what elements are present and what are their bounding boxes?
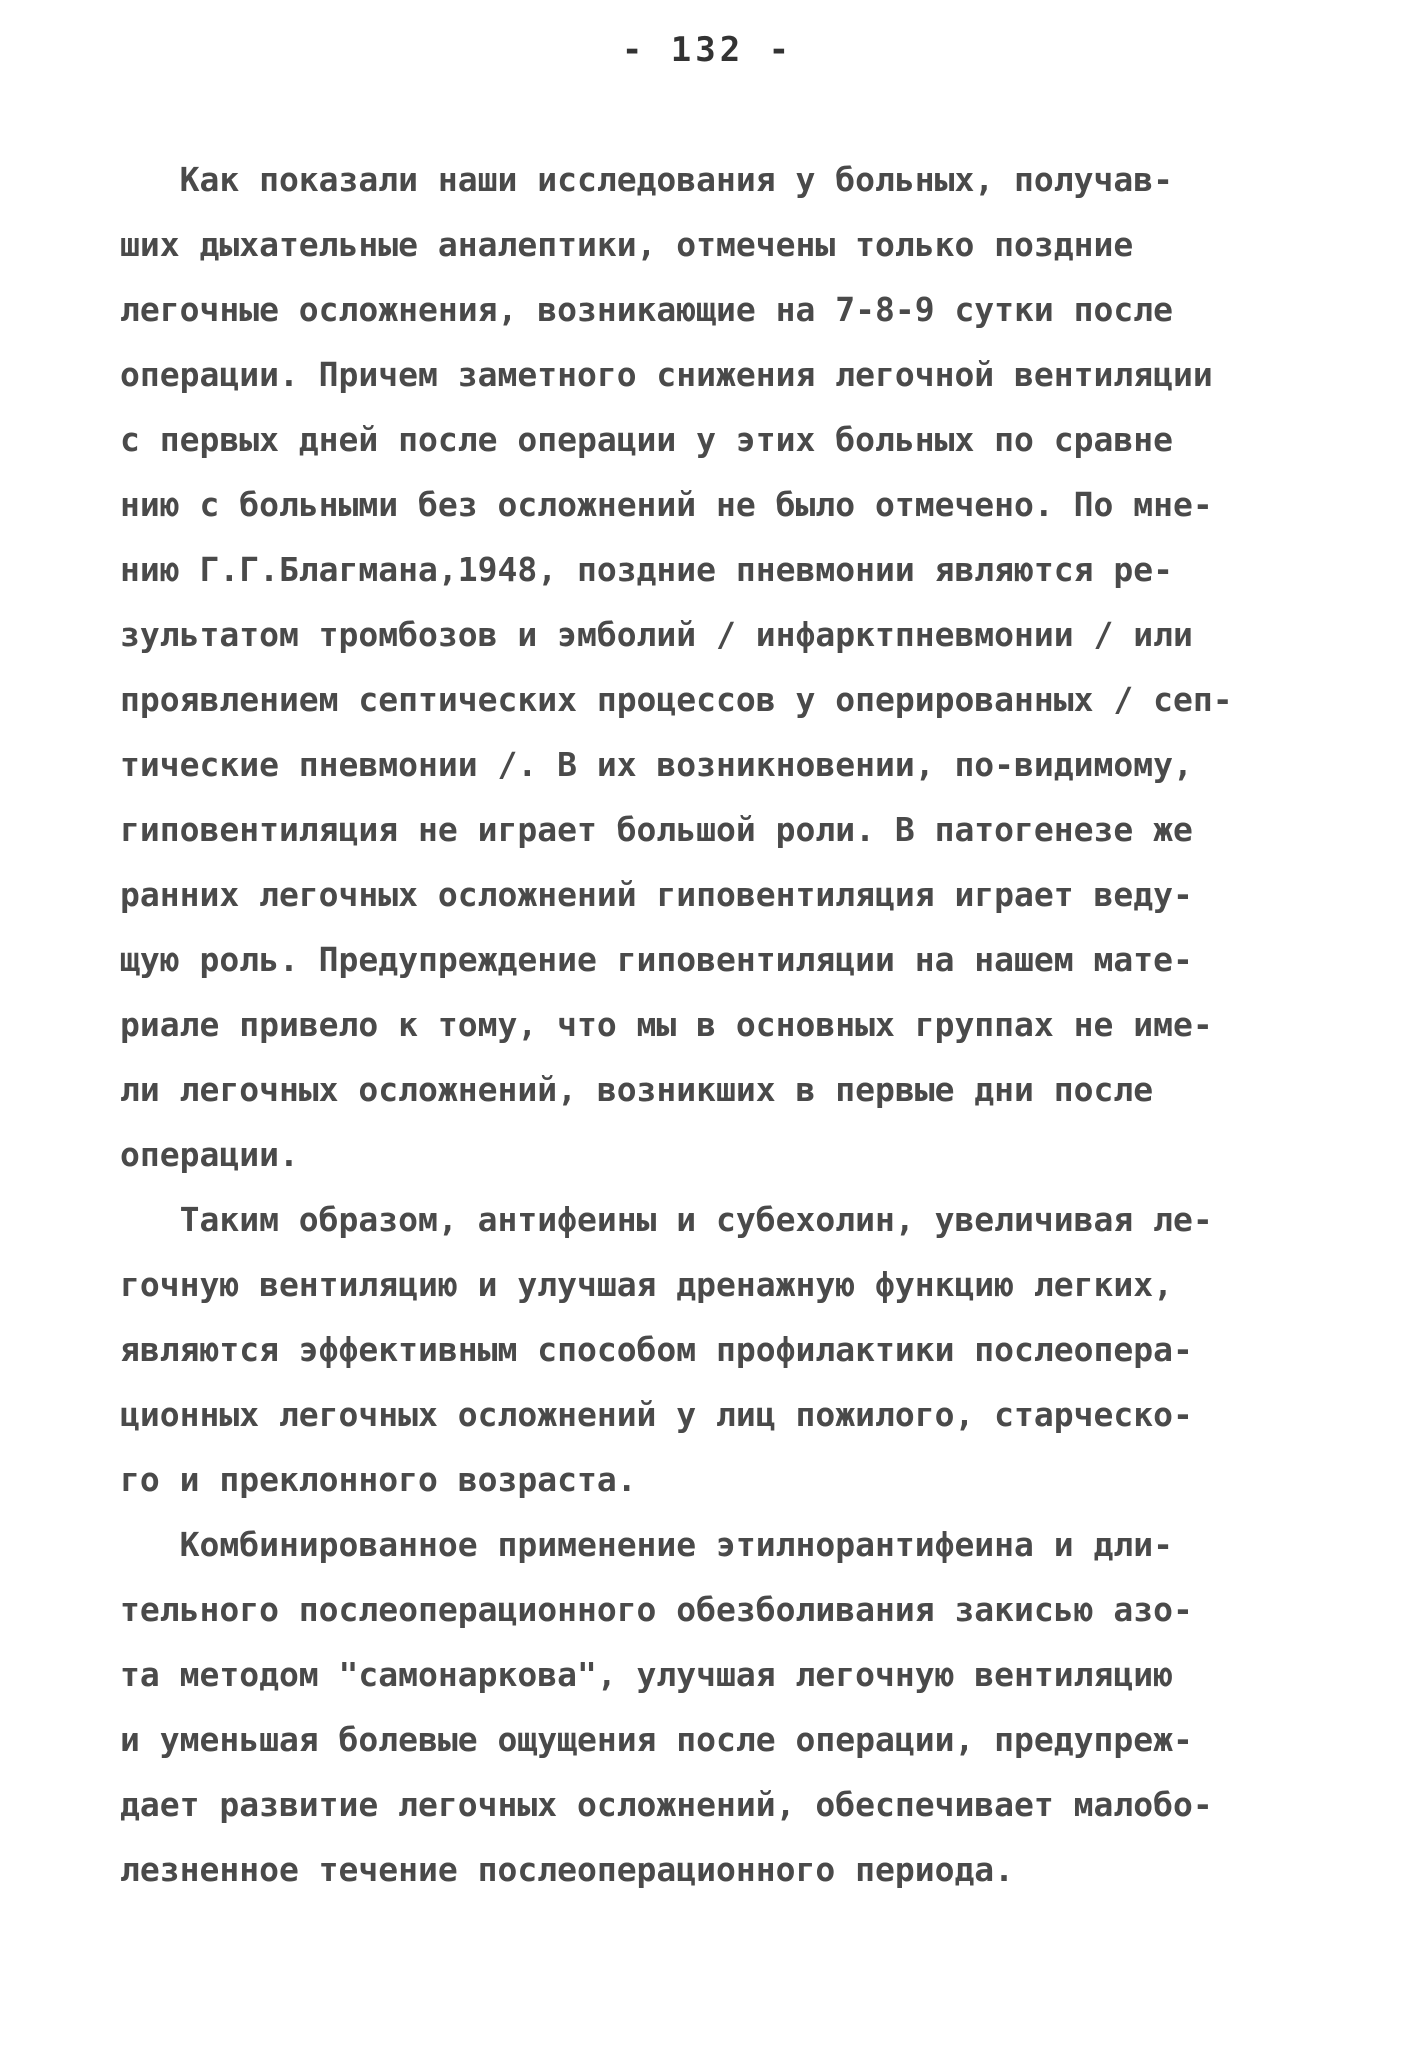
text-line: нию Г.Г.Благмана,1948, поздние пневмонии являются ре-: [120, 550, 1173, 589]
text-line: нию с больными без осложнений не было отмечено. По мне-: [120, 485, 1213, 524]
text-line: дает развитие легочных осложнений, обеспечивает малобо-: [120, 1785, 1213, 1824]
text-line: риале привело к тому, что мы в основных группах не име-: [120, 1005, 1213, 1044]
text-line: тические пневмонии /. В их возникновении, по-видимому,: [120, 745, 1193, 784]
text-line: щую роль. Предупреждение гиповентиляции на нашем мате-: [120, 940, 1193, 979]
text-line: Как показали наши исследования у больных, получав-: [120, 160, 1173, 199]
text-line: операции. Причем заметного снижения легочной вентиляции: [120, 355, 1213, 394]
text-line: ли легочных осложнений, возникших в первые дни после: [120, 1070, 1154, 1109]
text-line: го и преклонного возраста.: [120, 1460, 637, 1499]
text-line: являются эффективным способом профилактики послеопера-: [120, 1330, 1193, 1369]
text-line: гочную вентиляцию и улучшая дренажную функцию легких,: [120, 1265, 1173, 1304]
text-line: и уменьшая болевые ощущения после операции, предупреж-: [120, 1720, 1193, 1759]
text-line: гиповентиляция не играет большой роли. В патогенезе же: [120, 810, 1193, 849]
text-line: тельного послеоперационного обезболивания закисью азо-: [120, 1590, 1193, 1629]
page-number: - 132 -: [621, 30, 794, 70]
text-line: с первых дней после операции у этих больных по сравне: [120, 420, 1173, 459]
text-line: Таким образом, антифеины и субехолин, увеличивая ле-: [120, 1200, 1213, 1239]
text-line: та методом "самонаркова", улучшая легочную вентиляцию: [120, 1655, 1173, 1694]
text-line: Комбинированное применение этилнорантифеина и дли-: [120, 1525, 1173, 1564]
text-line: операции.: [120, 1135, 299, 1174]
text-line: зультатом тромбозов и эмболий / инфарктпневмонии / или: [120, 615, 1193, 654]
text-line: лезненное течение послеоперационного периода.: [120, 1850, 1015, 1889]
text-line: ранних легочных осложнений гиповентиляция играет веду-: [120, 875, 1193, 914]
text-line: проявлением септических процессов у оперированных / сеп-: [120, 680, 1233, 719]
text-line: легочные осложнения, возникающие на 7-8-9 сутки после: [120, 290, 1173, 329]
text-line: ших дыхательные аналептики, отмечены только поздние: [120, 225, 1134, 264]
text-line: ционных легочных осложнений у лиц пожилого, старческо-: [120, 1395, 1193, 1434]
